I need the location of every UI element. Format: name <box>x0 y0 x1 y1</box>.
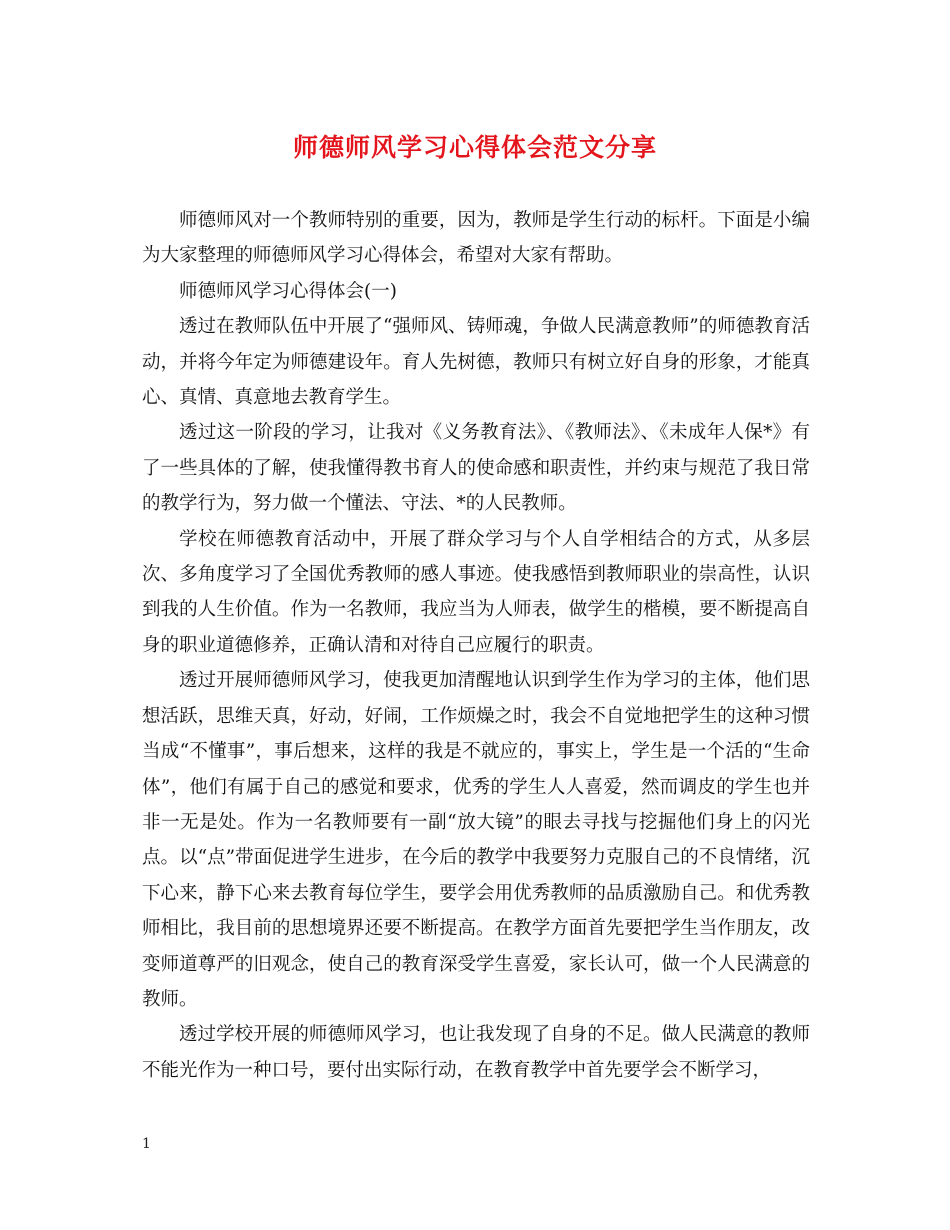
paragraph: 学校在师德教育活动中，开展了群众学习与个人自学相结合的方式，从多层次、多角度学习了全国优秀教师的感人事迹。使我感悟到教师职业的崇高性，认识到我的人生价值。作为一名教师，我应当为人师表，做学生的楷模，要不断提高自身的职业道德修养，正确认清和对待自己应履行的职责。 <box>142 528 810 656</box>
document-title: 师德师风学习心得体会范文分享 <box>292 133 657 162</box>
paragraph: 透过这一阶段的学习，让我对《义务教育法》、《教师法》、《未成年人保*》有了一些具体的了解，使我懂得教书育人的使命感和职责性，并约束与规范了我日常的教学行为，努力做一个懂法、守法、*的人民教师。 <box>142 422 810 515</box>
document-body <box>142 203 810 1088</box>
page-number: 1 <box>142 1136 151 1152</box>
section-heading: 师德师风学习心得体会(一) <box>179 280 397 302</box>
paragraph-intro: 师德师风对一个教师特别的重要，因为，教师是学生行动的标杆。下面是小编为大家整理的师德师风学习心得体会，希望对大家有帮助。 <box>142 210 810 267</box>
paragraph: 透过学校开展的师德师风学习，也让我发现了自身的不足。做人民满意的教师不能光作为一种口号，要付出实际行动，在教育教学中首先要学会不断学习， <box>142 1024 810 1081</box>
paragraph: 透过在教师队伍中开展了“强师风、铸师魂，争做人民满意教师”的师德教育活动，并将今年定为师德建设年。育人先树德，教师只有树立好自身的形象，才能真心、真情、真意地去教育学生。 <box>142 316 810 409</box>
paragraph: 透过开展师德师风学习，使我更加清醒地认识到学生作为学习的主体，他们思想活跃，思维天真，好动，好闹，工作烦燥之时，我会不自觉地把学生的这种习惯当成“不懂事”，事后想来，这样的我是不就应的，事实上，学生是一个活的“生命体”，他们有属于自己的感觉和要求，优秀的学生人人喜爱，然而调皮的学生也并非一无是处。作为一名教师要有一副“放大镜”的眼去寻找与挖掘他们身上的闪光点。以“点”带面促进学生进步，在今后的教学中我要努力克服自己的不良情绪，沉下心来，静下心来去教育每位学生，要学会用优秀教师的品质激励自己。和优秀教师相比，我目前的思想境界还要不断提高。在教学方面首先要把学生当作朋友，改变师道尊严的旧观念，使自己的教育深受学生喜爱，家长认可，做一个人民满意的教师。 <box>142 670 810 1010</box>
